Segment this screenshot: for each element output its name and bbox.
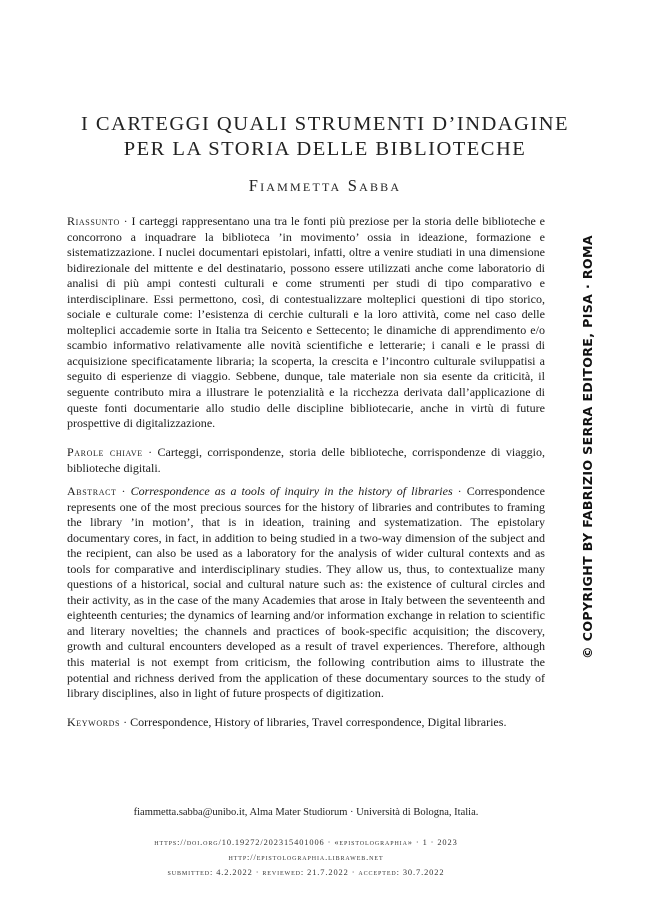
separator: ·: [120, 715, 131, 729]
submission-dates: submitted: 4.2.2022 · reviewed: 21.7.2022 · accepted: 30.7.2022: [167, 868, 445, 877]
keywords-label: Keywords: [67, 715, 121, 729]
doi-line: https://doi.org/10.19272/202315401006 · «epistolographia» · 1 · 2023: [154, 838, 458, 847]
abstract-paragraph: [67, 484, 545, 702]
parole-chiave-text: Carteggi, corrispondenze, storia delle biblioteche, corrispondenze di viaggio, biblioteche digitali.: [67, 445, 545, 475]
riassunto-paragraph: [67, 214, 545, 432]
parole-chiave-paragraph: [67, 445, 545, 476]
separator: ·: [452, 484, 467, 498]
keywords-paragraph: [67, 715, 545, 731]
author-name: Fiammetta Sabba: [248, 176, 402, 195]
riassunto-label: Riassunto: [67, 214, 120, 228]
riassunto-text: I carteggi rappresentano una tra le fonti più preziose per la storia delle biblioteche e concorrono a inquadrare la biblioteca ’in movimento’ ossia in ideazione, formazione e sistematizzazione. I nuclei documentari epistolari, infatti, oltre a venire studiati in una dimensione bidirezionale del mittente e del destinatario, possono essere utilizzati anche come laboratorio di analisi di più ampi contesti culturali e come strumenti per studi di tipo comparativo e interdisciplinare. Essi permettono, così, di contestualizzare molteplici questioni di tipo storico, sociale e culturale come: l’esistenza di cerchie culturali e la loro attività, come nel caso delle molteplici accademie sorte in Italia tra Seicento e Settecento; le dinamiche di apprendimento e/o scambio informativo relativamente alle novità scientifiche e letterarie; i canali e le prassi di acquisizione specificatamente libraria; la scoperta, la crescita e l’incontro culturale sviluppatisi a seguito di esperienze di viaggio. Sebbene, dunque, tale materiale non sia esente da criticità, il seguente contributo mira a illustrare le potenzialità e la ricchezza derivata dall’applicazione di queste fonti documentarie allo studio delle discipline bibliotecarie, anche in virtù di future prospettive di digitalizzazione.: [67, 214, 545, 431]
abstract-label: Abstract: [67, 484, 117, 498]
parole-chiave-label: Parole chiave: [67, 445, 143, 459]
copyright-notice: © COPYRIGHT BY FABRIZIO SERRA EDITORE, PISA · ROMA: [580, 235, 595, 659]
separator: ·: [119, 214, 132, 228]
author-affiliation: fiammetta.sabba@unibo.it, Alma Mater Studiorum · Università di Bologna, Italia.: [133, 807, 479, 818]
keywords-text: Correspondence, History of libraries, Travel correspondence, Digital libraries.: [130, 715, 507, 729]
title-line-1: I CARTEGGI QUALI STRUMENTI D’INDAGINE: [80, 113, 570, 135]
separator: ·: [142, 445, 158, 459]
journal-url: http://epistolographia.libraweb.net: [228, 853, 384, 862]
separator: ·: [116, 484, 131, 498]
title-line-2: PER LA STORIA DELLE BIBLIOTECHE: [123, 138, 527, 160]
abstract-text: Correspondence represents one of the most precious sources for the history of libraries and contributes to framing the library ’in motion’, that is in ideation, training and systematization. The epistolary documentary cores, in fact, in addition to being studied in a two-way dimension of the subject and the recipient, can also be used as a laboratory for the analysis of wider cultural contexts and as tools for comparative and interdisciplinary studies. They allow us, thus, to contextualize many questions of a historical, social and cultural nature such as: the existence of cultural circles and their activity, as in the case of the many Academies that arose in Italy between the seventeenth and eighteenth centuries; the dynamics of learning and/or information exchange in relation to scientific and literary novelties; the channels and practices of book-specific acquisition; the discovery, growth and cultural encounters developed as a result of travel experiences. Therefore, although this material is not exempt from criticism, the following contribution aims to illustrate the potential and richness derived from the application of these documentary sources to the study of library disciplines, also in light of future prospects of digitization.: [67, 484, 545, 701]
article-title: [40, 112, 610, 162]
abstract-title: Correspondence as a tools of inquiry in the history of libraries: [130, 484, 453, 498]
